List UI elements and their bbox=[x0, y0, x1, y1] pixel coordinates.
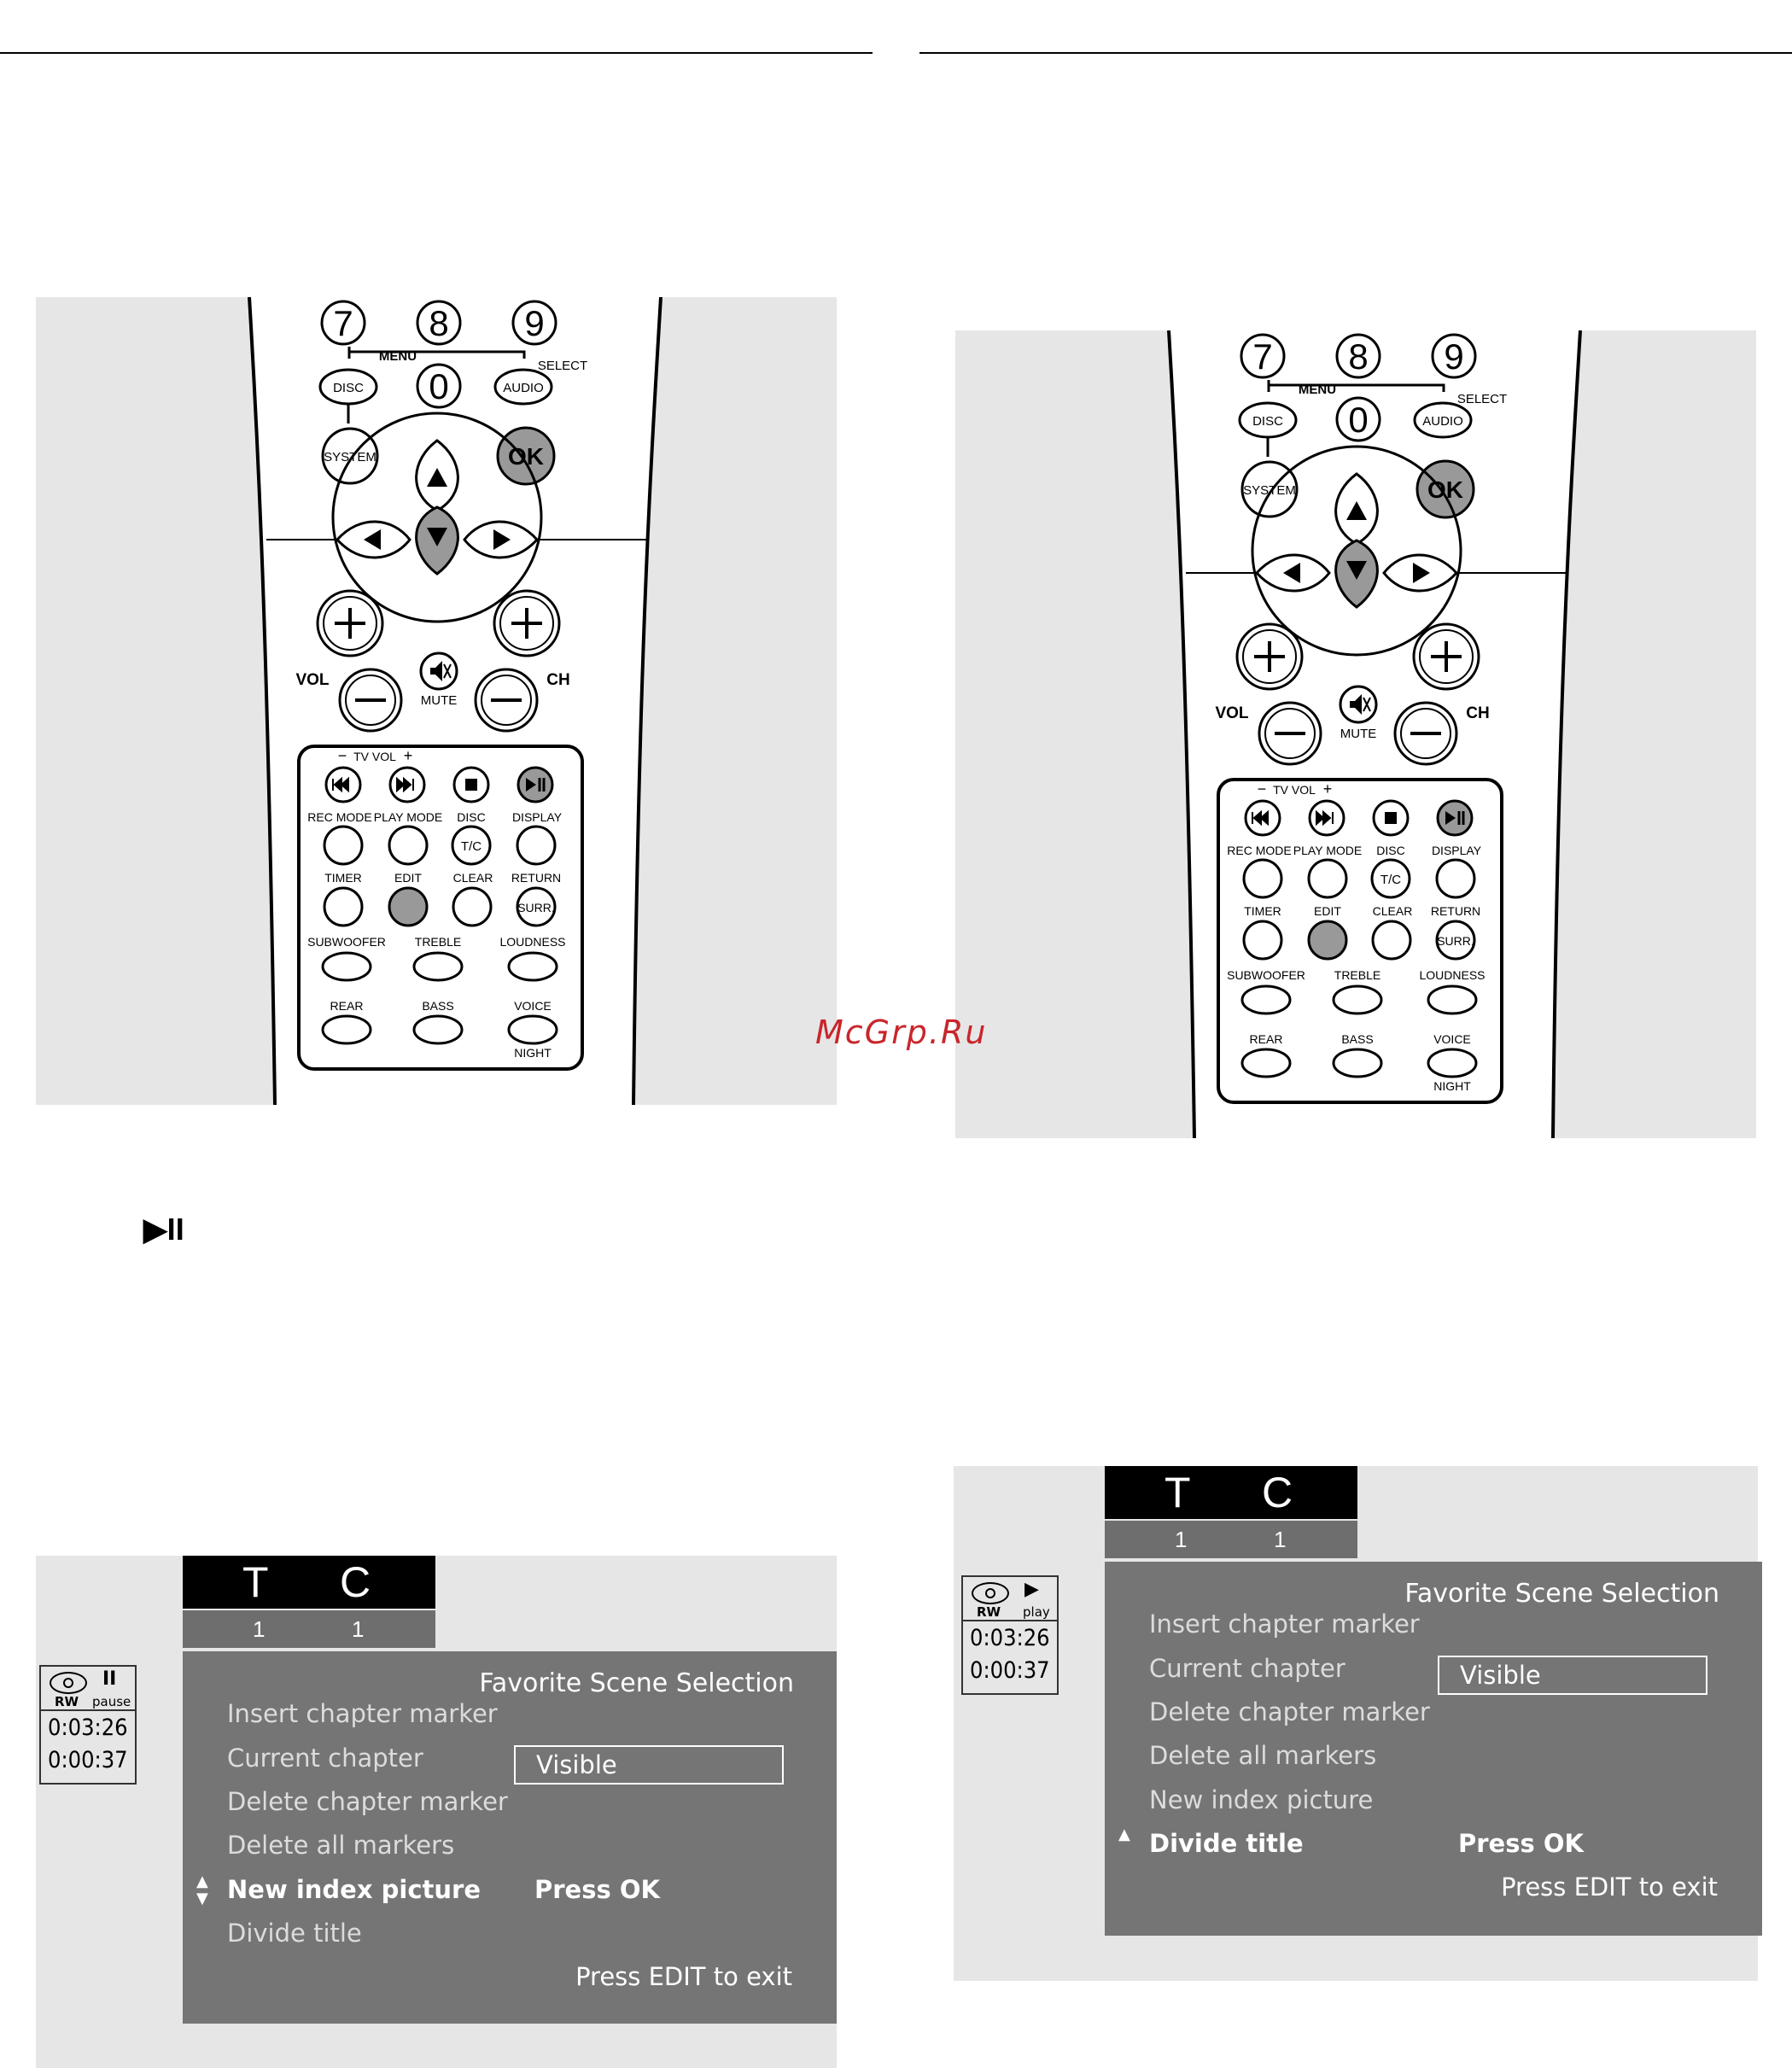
favorite-scene-menu bbox=[1105, 1562, 1762, 1936]
rear-label: REAR bbox=[330, 999, 364, 1013]
loudness-label: LOUDNESS bbox=[499, 935, 566, 949]
system-label: SYSTEM bbox=[1243, 483, 1296, 498]
time-total: 0:03:26 bbox=[48, 1715, 128, 1741]
vol-plus-button[interactable] bbox=[1237, 624, 1302, 689]
disc-icon bbox=[972, 1582, 1009, 1604]
loudness-label: LOUDNESS bbox=[1419, 968, 1486, 982]
mute-label: MUTE bbox=[420, 693, 458, 708]
edit-label: EDIT bbox=[1314, 904, 1341, 918]
tv-vol-label: TV VOL bbox=[353, 750, 396, 763]
subwoofer-label: SUBWOOFER bbox=[307, 935, 386, 949]
chapter-number: 1 bbox=[1274, 1527, 1287, 1552]
digit-label: 8 bbox=[429, 303, 449, 343]
press-ok-hint: Press OK bbox=[534, 1875, 660, 1904]
time-total: 0:03:26 bbox=[970, 1625, 1050, 1651]
digit-label: 9 bbox=[1444, 336, 1464, 377]
surr-label: SURR. bbox=[1437, 934, 1474, 948]
menu-title: Favorite Scene Selection bbox=[1404, 1579, 1719, 1609]
system-label: SYSTEM bbox=[324, 450, 376, 464]
playback-mode: pause bbox=[92, 1694, 131, 1709]
time-chapter: 0:00:37 bbox=[970, 1657, 1050, 1684]
digit-label: 0 bbox=[1348, 400, 1369, 440]
menu-item-current-chapter[interactable]: Current chapter bbox=[1149, 1654, 1345, 1683]
title-letter: T bbox=[242, 1558, 269, 1606]
mute-button[interactable] bbox=[421, 653, 457, 689]
remote-illustration bbox=[36, 297, 837, 1105]
rear-label: REAR bbox=[1249, 1032, 1283, 1046]
rec-mode-label: REC MODE bbox=[307, 810, 372, 824]
chapter-letter: C bbox=[1262, 1469, 1293, 1516]
chapter-number: 1 bbox=[352, 1616, 365, 1642]
vol-plus-button[interactable] bbox=[318, 591, 382, 656]
play-pause-button[interactable] bbox=[1438, 801, 1472, 835]
ch-label: CH bbox=[546, 671, 570, 689]
bass-label: BASS bbox=[1341, 1032, 1374, 1046]
voice-label: VOICE bbox=[514, 999, 552, 1013]
osd-right bbox=[960, 1466, 1760, 1981]
ch-minus-button[interactable] bbox=[476, 669, 537, 731]
digit-label: 7 bbox=[333, 303, 353, 343]
up-arrow-icon: ▲ bbox=[1118, 1826, 1130, 1843]
exit-hint: Press EDIT to exit bbox=[1501, 1872, 1718, 1902]
clear-label: CLEAR bbox=[452, 871, 493, 885]
menu-title: Favorite Scene Selection bbox=[479, 1668, 794, 1698]
title-chapter-numbers bbox=[183, 1610, 435, 1648]
mute-label: MUTE bbox=[1340, 727, 1377, 741]
tv-vol-minus-sign: − bbox=[337, 747, 347, 764]
treble-label: TREBLE bbox=[1334, 968, 1381, 982]
ch-plus-button[interactable] bbox=[494, 591, 559, 656]
current-chapter-value[interactable]: Visible bbox=[1438, 1656, 1707, 1695]
edit-button[interactable] bbox=[1309, 921, 1346, 959]
edit-label: EDIT bbox=[394, 871, 422, 885]
audio-label: AUDIO bbox=[503, 381, 544, 395]
ok-button[interactable] bbox=[1417, 461, 1474, 517]
title-chapter-header bbox=[183, 1556, 435, 1609]
disc-type: RW bbox=[977, 1604, 1001, 1620]
playback-mode: play bbox=[1023, 1604, 1050, 1620]
disc-lower-label: DISC bbox=[457, 810, 486, 824]
digit-label: 0 bbox=[429, 366, 449, 406]
ok-button[interactable] bbox=[498, 428, 554, 484]
display-label: DISPLAY bbox=[1431, 844, 1482, 857]
pause-icon: II bbox=[102, 1668, 117, 1690]
remote-illustration bbox=[955, 330, 1756, 1138]
vol-minus-button[interactable] bbox=[1259, 703, 1321, 764]
disc-type: RW bbox=[55, 1694, 79, 1709]
menu-item-new-index-picture[interactable]: New index picture bbox=[1149, 1785, 1374, 1814]
tv-vol-plus-sign: + bbox=[403, 747, 413, 764]
voice-label: VOICE bbox=[1433, 1032, 1471, 1046]
disc-label: DISC bbox=[1252, 414, 1283, 429]
surr-label: SURR. bbox=[517, 901, 555, 914]
ch-label: CH bbox=[1466, 704, 1490, 722]
tv-vol-minus-sign: − bbox=[1257, 780, 1267, 797]
ok-label: OK bbox=[1427, 476, 1463, 503]
play-icon: ▶ bbox=[1024, 1579, 1039, 1600]
header-rule-left bbox=[0, 52, 873, 54]
vol-label: VOL bbox=[295, 671, 330, 689]
menu-item-delete-all-markers[interactable]: Delete all markers bbox=[1149, 1741, 1377, 1770]
osd-left bbox=[38, 1556, 838, 2068]
press-ok-hint: Press OK bbox=[1458, 1829, 1584, 1858]
play-mode-label: PLAY MODE bbox=[1293, 844, 1363, 857]
return-label: RETURN bbox=[511, 871, 562, 885]
menu-label: MENU bbox=[1298, 383, 1337, 397]
audio-label: AUDIO bbox=[1422, 414, 1463, 429]
menu-item-new-index-picture[interactable]: New index picture bbox=[227, 1875, 482, 1904]
menu-item-delete-all-markers[interactable]: Delete all markers bbox=[227, 1831, 455, 1860]
title-chapter-header bbox=[1105, 1466, 1357, 1519]
disc-label: DISC bbox=[333, 381, 364, 395]
bass-label: BASS bbox=[422, 999, 454, 1013]
treble-label: TREBLE bbox=[414, 935, 462, 949]
watermark: McGrp.Ru bbox=[815, 1014, 988, 1051]
ok-label: OK bbox=[508, 443, 544, 470]
title-chapter-numbers bbox=[1105, 1521, 1357, 1558]
mute-button[interactable] bbox=[1340, 686, 1376, 722]
title-number: 1 bbox=[1175, 1527, 1188, 1552]
display-label: DISPLAY bbox=[511, 810, 563, 824]
digit-label: 9 bbox=[524, 303, 545, 343]
title-letter: T bbox=[1165, 1469, 1191, 1516]
current-chapter-value[interactable]: Visible bbox=[514, 1745, 784, 1785]
header-rule-right bbox=[919, 52, 1792, 54]
remote-right bbox=[955, 330, 1756, 1138]
vol-label: VOL bbox=[1215, 704, 1249, 722]
timer-label: TIMER bbox=[1244, 904, 1281, 918]
chapter-letter: C bbox=[340, 1558, 371, 1606]
rec-mode-label: REC MODE bbox=[1227, 844, 1292, 857]
select-label: SELECT bbox=[1456, 392, 1508, 406]
tv-vol-label: TV VOL bbox=[1273, 783, 1316, 797]
menu-item-divide-title[interactable]: Divide title bbox=[227, 1919, 362, 1948]
tc-label: T/C bbox=[1380, 873, 1402, 887]
title-number: 1 bbox=[253, 1616, 266, 1642]
edit-button[interactable] bbox=[389, 888, 427, 926]
night-label: NIGHT bbox=[514, 1046, 552, 1060]
select-label: SELECT bbox=[537, 359, 588, 373]
digit-label: 8 bbox=[1348, 336, 1369, 377]
menu-item-current-chapter[interactable]: Current chapter bbox=[227, 1744, 423, 1773]
ch-plus-button[interactable] bbox=[1414, 624, 1479, 689]
menu-item-insert-chapter-marker[interactable]: Insert chapter marker bbox=[1149, 1609, 1420, 1639]
ch-minus-button[interactable] bbox=[1395, 703, 1456, 764]
digit-label: 7 bbox=[1252, 336, 1273, 377]
menu-item-delete-chapter-marker[interactable]: Delete chapter marker bbox=[1149, 1697, 1430, 1726]
disc-lower-label: DISC bbox=[1376, 844, 1405, 857]
menu-item-delete-chapter-marker[interactable]: Delete chapter marker bbox=[227, 1787, 508, 1816]
subwoofer-label: SUBWOOFER bbox=[1227, 968, 1305, 982]
time-chapter: 0:00:37 bbox=[48, 1747, 128, 1773]
play-pause-button[interactable] bbox=[518, 768, 552, 802]
disc-icon bbox=[50, 1672, 87, 1694]
status-box bbox=[961, 1575, 1059, 1695]
tc-label: T/C bbox=[460, 839, 482, 854]
up-down-arrows-icon: ▲ ▼ bbox=[196, 1872, 208, 1907]
vol-minus-button[interactable] bbox=[340, 669, 401, 731]
return-label: RETURN bbox=[1430, 904, 1481, 918]
play-pause-icon: ▶II bbox=[143, 1212, 184, 1247]
status-box bbox=[39, 1665, 137, 1785]
play-mode-label: PLAY MODE bbox=[373, 810, 443, 824]
tv-vol-plus-sign: + bbox=[1322, 780, 1333, 797]
exit-hint: Press EDIT to exit bbox=[575, 1962, 792, 1991]
night-label: NIGHT bbox=[1433, 1079, 1471, 1093]
timer-label: TIMER bbox=[324, 871, 362, 885]
menu-item-divide-title[interactable]: Divide title bbox=[1149, 1829, 1304, 1858]
clear-label: CLEAR bbox=[1372, 904, 1413, 918]
menu-label: MENU bbox=[378, 349, 417, 364]
remote-left bbox=[36, 297, 837, 1105]
favorite-scene-menu bbox=[183, 1651, 837, 2024]
menu-item-insert-chapter-marker[interactable]: Insert chapter marker bbox=[227, 1699, 498, 1728]
